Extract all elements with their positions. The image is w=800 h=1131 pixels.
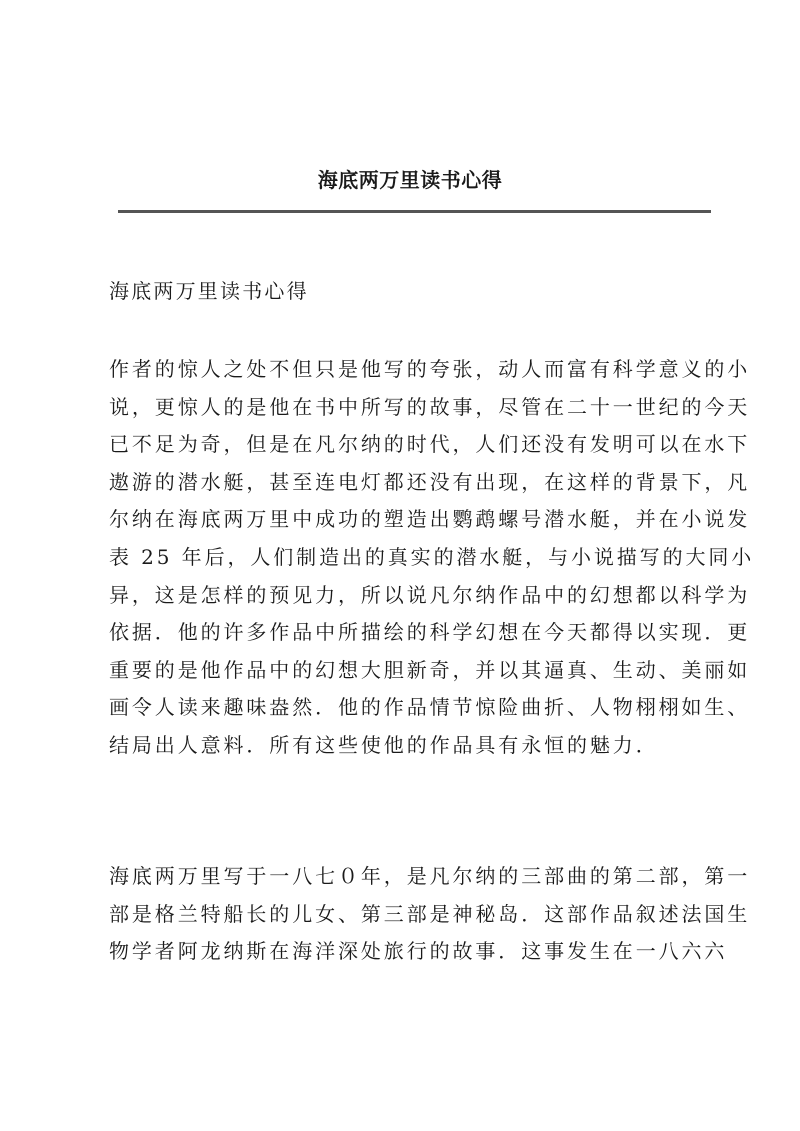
text-line: 已不足为奇，但是在凡尔纳的时代，人们还没有发明可以在水下 <box>109 432 751 457</box>
page-header-title: 海底两万里读书心得 <box>317 168 503 192</box>
text-line: 依据．他的许多作品中所描绘的科学幻想在今天都得以实现．更 <box>109 620 751 645</box>
text-line: 表 25 年后，人们制造出的真实的潜水艇，与小说描写的大同小 <box>109 544 755 569</box>
text-line: 说，更惊人的是他在书中所写的故事，尽管在二十一世纪的今天 <box>109 394 751 419</box>
text-line: 结局出人意料．所有这些使他的作品具有永恒的魅力． <box>109 732 659 757</box>
text-line: 重要的是他作品中的幻想大胆新奇，并以其逼真、生动、美丽如 <box>109 657 751 682</box>
text-line: 部是格兰特船长的儿女、第三部是神秘岛．这部作品叙述法国生 <box>109 901 751 926</box>
header-divider <box>118 210 711 213</box>
document-heading: 海底两万里读书心得 <box>109 279 309 303</box>
text-line: 作者的惊人之处不但只是他写的夸张，动人而富有科学意义的小 <box>109 357 751 381</box>
text-line: 物学者阿龙纳斯在海洋深处旅行的故事．这事发生在一八六六 <box>109 939 728 964</box>
paragraph-2 <box>109 858 751 971</box>
paragraph-1 <box>109 351 755 765</box>
text-line: 异，这是怎样的预见力，所以说凡尔纳作品中的幻想都以科学为 <box>109 582 751 607</box>
text-line: 海底两万里写于一八七０年，是凡尔纳的三部曲的第二部，第一 <box>109 864 751 888</box>
text-line: 尔纳在海底两万里中成功的塑造出鹦鹉螺号潜水艇，并在小说发 <box>109 507 751 532</box>
text-line: 遨游的潜水艇，甚至连电灯都还没有出现，在这样的背景下，凡 <box>109 469 751 494</box>
text-line: 画令人读来趣味盎然．他的作品情节惊险曲折、人物栩栩如生、 <box>109 695 751 720</box>
